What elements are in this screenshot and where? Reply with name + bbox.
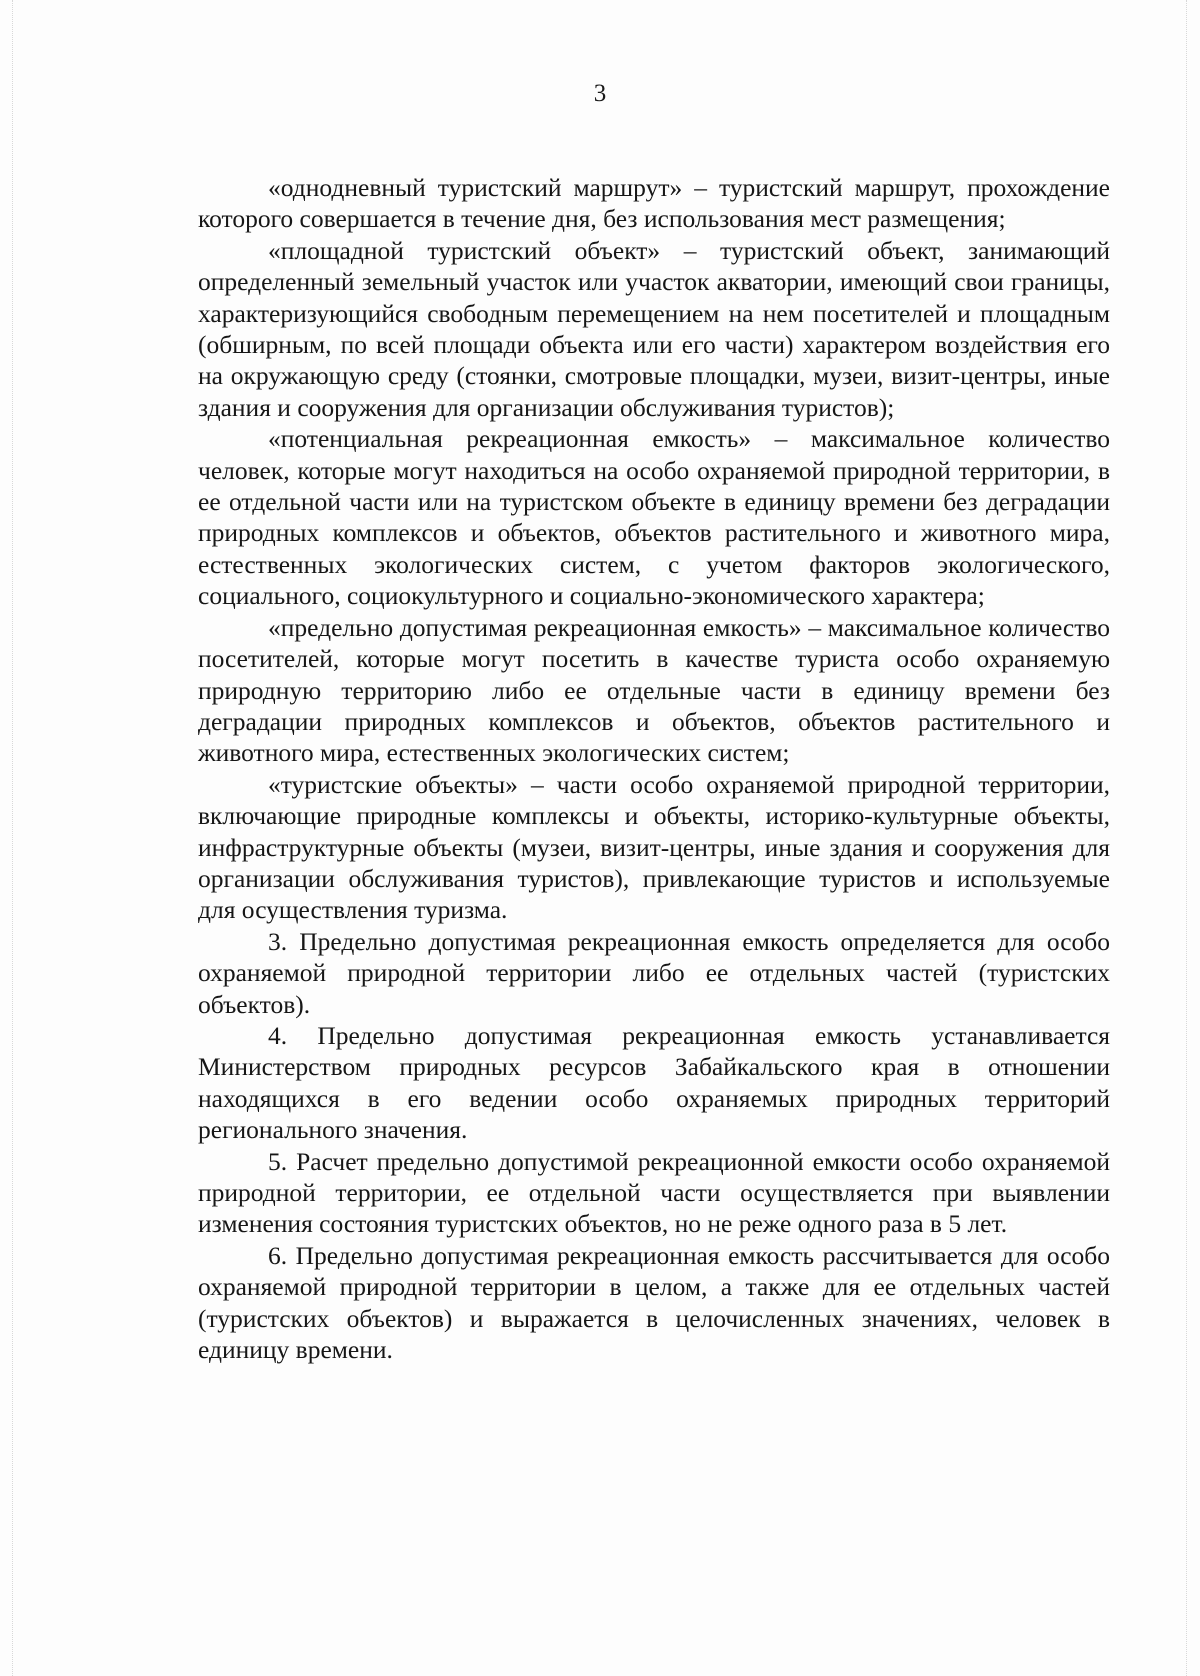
definition-one-day-route: «однодневный туристский маршрут» – туристский маршрут, прохождение которого совершается в течение дня, без использования мест размещения; xyxy=(198,173,1110,234)
definition-tourist-objects: «туристские объекты» – части особо охраняемой природной территории, включающие природные комплексы и объекты, историко-культурные объекты, инфраструктурные объекты (музеи, визит-центры, иные здания и сооружения для организации обслуживания туристов), привлекающие туристов и используемые для осуществления туризма. xyxy=(198,769,1110,925)
clause-6: 6. Предельно допустимая рекреационная емкость рассчитывается для особо охраняемой природной территории в целом, а также для ее отдельных частей (туристских объектов) и выражается в целочисленных значениях, человек в единицу времени. xyxy=(198,1240,1110,1365)
clause-4: 4. Предельно допустимая рекреационная емкость устанавливается Министерством природных ресурсов Забайкальского края в отношении находящихся в его ведении особо охраняемых природных территорий регионального значения. xyxy=(198,1020,1110,1145)
scan-edge-left xyxy=(12,0,14,1676)
definition-max-permissible-capacity: «предельно допустимая рекреационная емкость» – максимальное количество посетителей, которые могут посетить в качестве туриста особо охраняемую природную территорию либо ее отдельные части в единицу времени без деградации природных комплексов и объектов, объектов растительного и животного мира, естественных экологических систем; xyxy=(198,612,1110,768)
clause-5: 5. Расчет предельно допустимой рекреационной емкости особо охраняемой природной территории, ее отдельной части осуществляется при выявлении изменения состояния туристских объектов, но не реже одного раза в 5 лет. xyxy=(198,1146,1110,1239)
definition-area-tourist-object: «площадной туристский объект» – туристский объект, занимающий определенный земельный участок или участок акватории, имеющий свои границы, характеризующийся свободным перемещением на нем посетителей и площадным (обширным, по всей площади объекта или его части) характером воздействия его на окружающую среду (стоянки, смотровые площадки, музеи, визит-центры, иные здания и сооружения для организации обслуживания туристов); xyxy=(198,235,1110,422)
scan-edge-right xyxy=(1186,0,1188,1676)
definition-potential-capacity: «потенциальная рекреационная емкость» – максимальное количество человек, которые могут находиться на особо охраняемой природной территории, в ее отдельной части или на туристском объекте в единицу времени без деградации природных комплексов и объектов, объектов растительного и животного мира, естественных экологических систем, с учетом факторов экологического, социального, социокультурного и социально-экономического характера; xyxy=(198,424,1110,611)
clause-3: 3. Предельно допустимая рекреационная емкость определяется для особо охраняемой природной территории либо ее отдельных частей (туристских объектов). xyxy=(198,926,1110,1019)
document-body xyxy=(198,172,1110,1365)
page-number: 3 xyxy=(593,80,607,107)
